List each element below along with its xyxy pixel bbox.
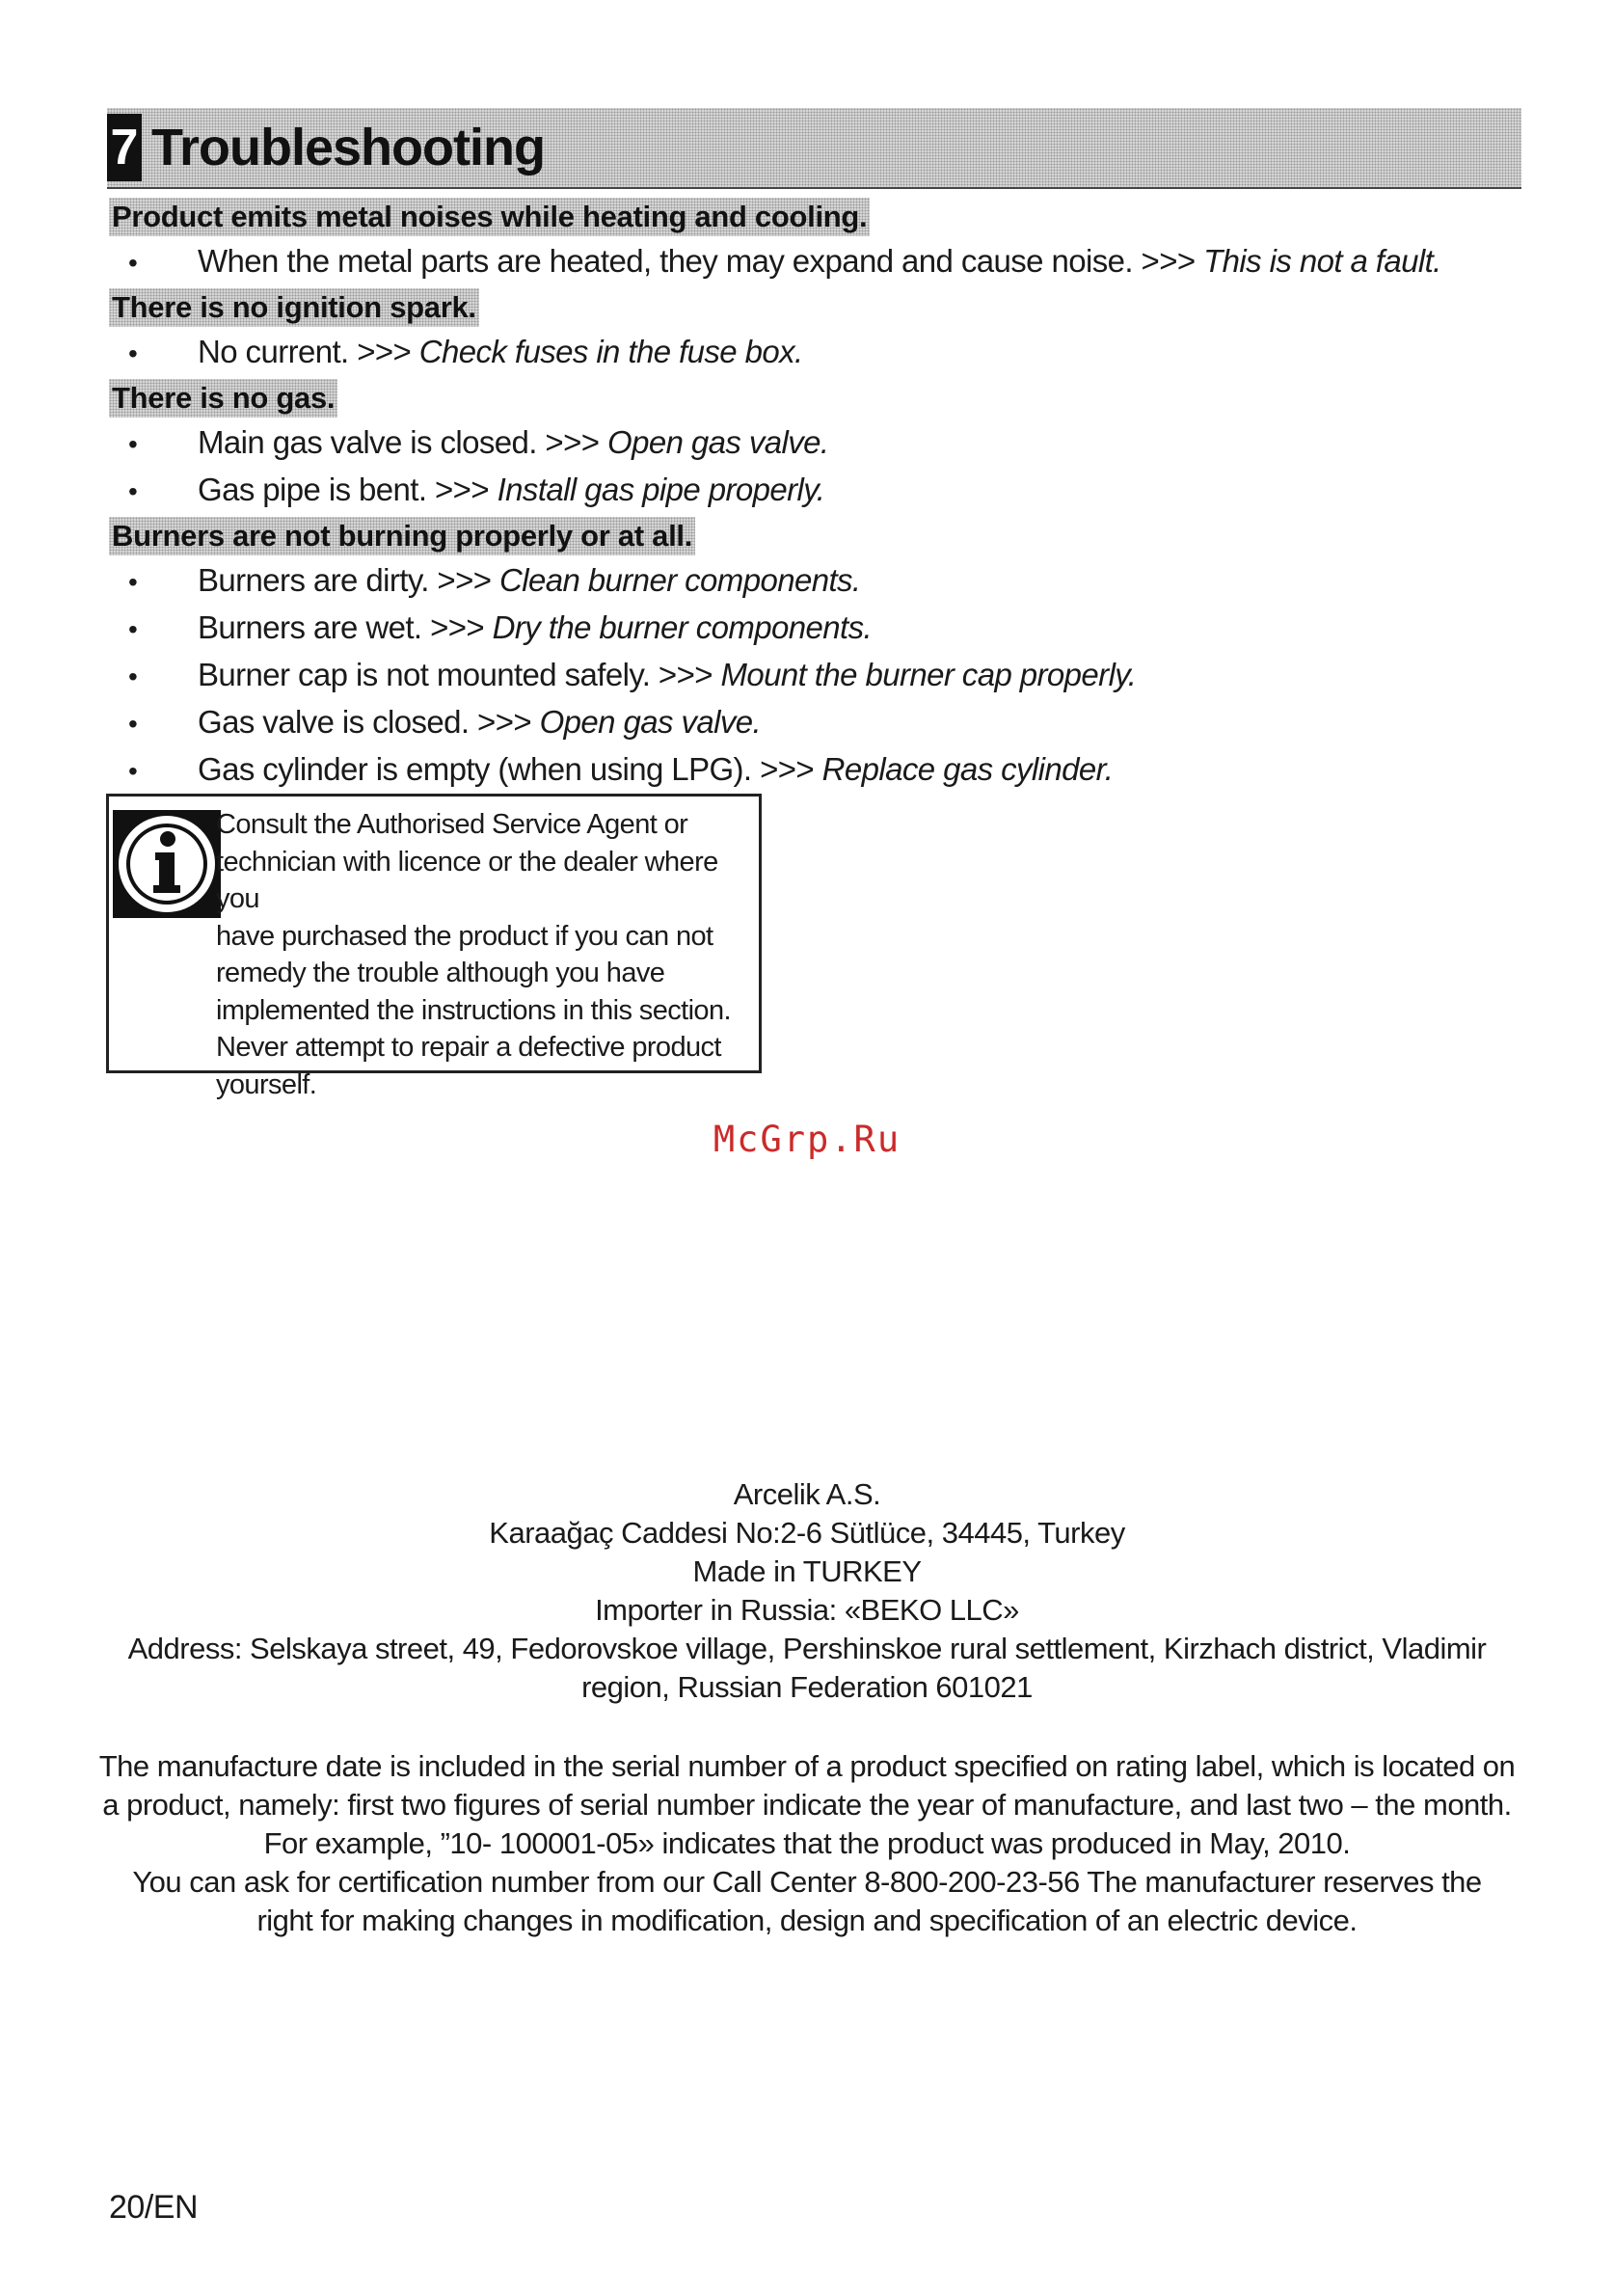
list-item (109, 467, 1521, 514)
manufacturer-info (77, 1475, 1537, 1707)
bullet: • (128, 567, 138, 597)
issue-text: Burners are wet. >>> (198, 609, 493, 645)
section-header (107, 108, 1521, 189)
manufacturer-line: Karaağaç Caddesi No:2-6 Sütlüce, 34445, Turkey (489, 1516, 1125, 1550)
issue-text: Main gas valve is closed. >>> (198, 424, 607, 460)
section-heading: Burners are not burning properly or at all. (109, 517, 695, 555)
note-line: You can ask for certification number from our Call Center 8-800-200-23-56 The manufacturer reserves the (132, 1865, 1482, 1899)
list-item (109, 652, 1521, 699)
note-line: The manufacture date is included in the serial number of a product specified on rating label, which is located on (98, 1749, 1516, 1783)
list-item (109, 419, 1521, 467)
bullet: • (128, 338, 138, 368)
bullet: • (128, 248, 138, 278)
info-note-box (106, 794, 762, 1100)
manufacturer-line: Arcelik A.S. (733, 1477, 881, 1511)
chapter-title: Troubleshooting (151, 119, 545, 176)
solution-text: Open gas valve. (539, 704, 762, 740)
bullet: • (128, 614, 138, 644)
note-line: a product, namely: first two figures of serial number indicate the year of manufacture, and last two – the month. (102, 1788, 1512, 1822)
info-note-text (216, 806, 761, 1103)
solution-text: Replace gas cylinder. (821, 751, 1114, 787)
issue-text: Gas cylinder is empty (when using LPG). >>> (198, 751, 822, 787)
manufacture-date-note (77, 1747, 1537, 1940)
section-heading: Product emits metal noises while heating and cooling. (109, 198, 870, 236)
manufacturer-line: Importer in Russia: «BEKO LLC» (595, 1593, 1019, 1627)
list-item (109, 329, 1521, 376)
section-burners (109, 514, 1521, 794)
section-heading: There is no gas. (109, 379, 337, 418)
solution-text: Install gas pipe properly. (497, 472, 825, 507)
bullet: • (128, 476, 138, 506)
list-item (109, 238, 1521, 285)
manufacturer-line: Made in TURKEY (692, 1554, 922, 1588)
list-item (109, 605, 1521, 652)
bullet: • (128, 429, 138, 459)
info-icon (113, 810, 221, 918)
bullet: • (128, 662, 138, 691)
list-item (109, 699, 1521, 746)
note-line: For example, ”10- 100001-05» indicates that the product was produced in May, 2010. (263, 1826, 1351, 1860)
info-line: remedy the trouble although you have (216, 958, 665, 988)
list-item (109, 557, 1521, 605)
chapter-number: 7 (107, 114, 142, 181)
info-line: technician with licence or the dealer where you (216, 846, 718, 914)
page-number: 20/EN (109, 2189, 198, 2226)
issue-text: When the metal parts are heated, they may expand and cause noise. >>> (198, 243, 1204, 279)
manufacturer-line: Address: Selskaya street, 49, Fedorovskoe village, Pershinskoe rural settlement, Kirzhach district, Vladimir (127, 1632, 1487, 1665)
section-ignition (109, 285, 1521, 376)
issue-text: Burners are dirty. >>> (198, 562, 499, 598)
note-line: right for making changes in modification, design and specification of an electric device. (256, 1904, 1358, 1937)
troubleshooting-content (109, 195, 1521, 794)
bullet: • (128, 709, 138, 739)
issue-text: Gas valve is closed. >>> (198, 704, 540, 740)
info-line: Never attempt to repair a defective product (216, 1032, 721, 1063)
info-line: yourself. (216, 1068, 317, 1100)
issue-text: Gas pipe is bent. >>> (198, 472, 498, 507)
manufacturer-line: region, Russian Federation 601021 (581, 1670, 1033, 1704)
issue-text: Burner cap is not mounted safely. >>> (198, 657, 721, 692)
solution-text: Open gas valve. (607, 424, 829, 460)
list-item (109, 746, 1521, 794)
section-heading: There is no ignition spark. (109, 288, 479, 327)
watermark: McGrp.Ru (713, 1119, 901, 1160)
section-no-gas (109, 376, 1521, 514)
solution-text: Mount the burner cap properly. (720, 657, 1137, 692)
solution-text: Clean burner components. (499, 562, 861, 598)
issue-text: No current. >>> (198, 334, 419, 369)
bullet: • (128, 756, 138, 786)
solution-text: Check fuses in the fuse box. (418, 334, 803, 369)
solution-text: Dry the burner components. (492, 609, 873, 645)
section-noise (109, 195, 1521, 285)
info-line: Consult the Authorised Service Agent or (216, 809, 688, 840)
solution-text: This is not a fault. (1203, 243, 1441, 279)
info-line: implemented the instructions in this section. (216, 994, 731, 1026)
info-line: have purchased the product if you can not (216, 920, 713, 952)
